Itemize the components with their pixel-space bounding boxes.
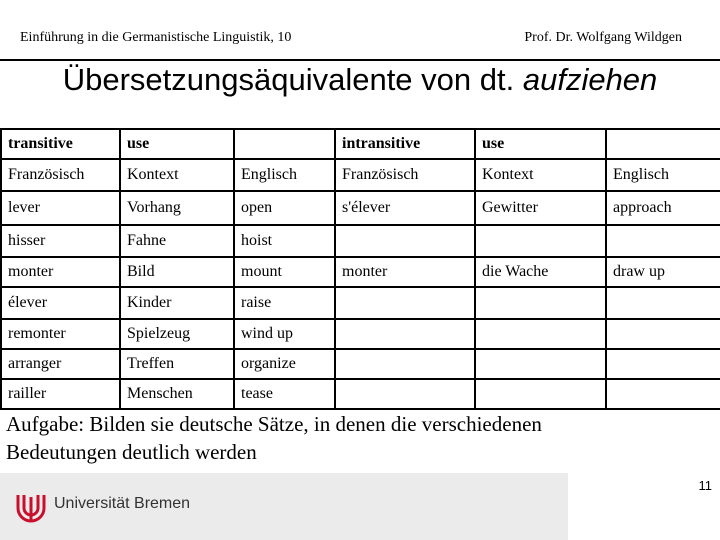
table-row	[1, 191, 720, 225]
slide-title-main: Übersetzungsäquivalente von dt.	[62, 62, 515, 97]
table-row	[1, 257, 720, 287]
table-cell: lever	[1, 191, 120, 225]
table-cell: Französisch	[1, 159, 120, 191]
table-cell: mount	[234, 257, 335, 287]
table-cell: organize	[234, 349, 335, 379]
table-cell	[475, 287, 606, 319]
table-cell: hoist	[234, 225, 335, 257]
table-row	[1, 379, 720, 409]
table-cell: Gewitter	[475, 191, 606, 225]
table-cell: remonter	[1, 319, 120, 349]
table-cell	[475, 349, 606, 379]
table-cell: tease	[234, 379, 335, 409]
university-seal-icon	[14, 491, 48, 525]
table-cell: hisser	[1, 225, 120, 257]
header-divider	[0, 59, 720, 61]
table-cell: élever	[1, 287, 120, 319]
table-cell: Englisch	[234, 159, 335, 191]
table-cell: Menschen	[120, 379, 234, 409]
table-header-row	[1, 129, 720, 159]
table-cell: open	[234, 191, 335, 225]
table-cell: Treffen	[120, 349, 234, 379]
table-row	[1, 225, 720, 257]
table-cell: arranger	[1, 349, 120, 379]
table-cell: Kontext	[475, 159, 606, 191]
task-line: Aufgabe: Bilden sie deutsche Sätze, in denen die verschiedenen	[6, 412, 542, 436]
header-author: Prof. Dr. Wolfgang Wildgen	[524, 30, 682, 45]
table-cell: Kinder	[120, 287, 234, 319]
table-cell: Bild	[120, 257, 234, 287]
table-cell: Fahne	[120, 225, 234, 257]
university-logo-text: Universität Bremen	[54, 495, 191, 512]
table-cell: die Wache	[475, 257, 606, 287]
table-cell	[606, 319, 720, 349]
table-cell	[606, 287, 720, 319]
table-cell	[335, 349, 475, 379]
equivalents-table	[0, 128, 720, 410]
table-cell: approach	[606, 191, 720, 225]
table-cell: railler	[1, 379, 120, 409]
footer-bar	[0, 473, 568, 540]
table-cell: Französisch	[335, 159, 475, 191]
table-cell: monter	[1, 257, 120, 287]
table-row	[1, 319, 720, 349]
table-cell	[335, 319, 475, 349]
slide-title-keyword: aufziehen	[522, 62, 658, 97]
table-cell: raise	[234, 287, 335, 319]
table-cell	[606, 349, 720, 379]
slide-title	[0, 62, 720, 98]
table-cell	[606, 225, 720, 257]
header-cell: transitive	[1, 129, 120, 159]
table-cell: draw up	[606, 257, 720, 287]
table-cell: Vorhang	[120, 191, 234, 225]
table-cell: Englisch	[606, 159, 720, 191]
task-instruction	[6, 410, 542, 466]
header-course-title: Einführung in die Germanistische Linguistik, 10	[20, 30, 292, 45]
header-cell: use	[120, 129, 234, 159]
page-number: 11	[698, 478, 712, 493]
header-cell: use	[475, 129, 606, 159]
table-cell	[335, 379, 475, 409]
table-cell	[335, 287, 475, 319]
table-cell: s'élever	[335, 191, 475, 225]
table-cell	[475, 225, 606, 257]
table-cell: Spielzeug	[120, 319, 234, 349]
header-cell: intransitive	[335, 129, 475, 159]
header-cell	[606, 129, 720, 159]
table-cell: Kontext	[120, 159, 234, 191]
table-row	[1, 349, 720, 379]
table-cell	[606, 379, 720, 409]
table-cell	[475, 319, 606, 349]
header-cell	[234, 129, 335, 159]
table-cell	[335, 225, 475, 257]
task-line: Bedeutungen deutlich werden	[6, 440, 257, 464]
table-cell: monter	[335, 257, 475, 287]
table-row	[1, 287, 720, 319]
table-cell	[475, 379, 606, 409]
table-cell: wind up	[234, 319, 335, 349]
table-row	[1, 159, 720, 191]
